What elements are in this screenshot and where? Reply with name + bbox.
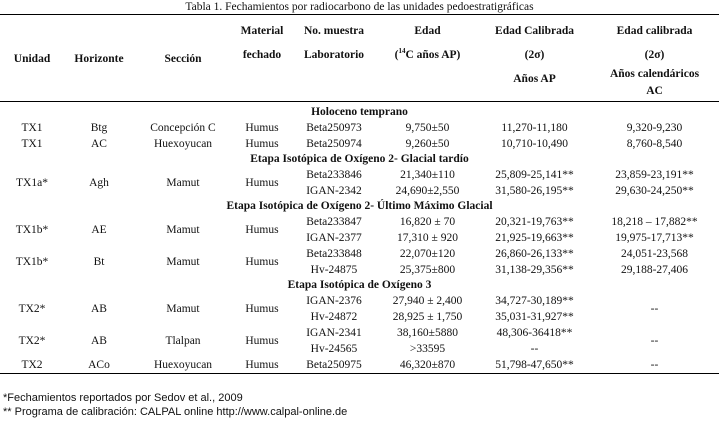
section-row xyxy=(0,152,719,167)
muestra-line-2: Laboratorio xyxy=(303,49,365,61)
cell-muestra: IGAN-2342 xyxy=(306,185,362,197)
calib-line-1: Edad Calibrada xyxy=(495,25,574,37)
cell-material: Humus xyxy=(245,256,279,268)
cell-unidad: TX2 xyxy=(0,357,64,374)
cell-calib: 21,925-19,663** xyxy=(495,232,574,244)
cell-calib: 26,860-26,133** xyxy=(495,248,574,260)
table-caption: Tabla 1. Fechamientos por radiocarbono de las unidades pedoestratigráficas xyxy=(185,1,534,13)
cell-unidad: TX2* xyxy=(18,335,46,347)
cell-muestra: Beta233846 xyxy=(306,169,362,181)
section-title: Etapa Isotópica de Oxígeno 2- Último Máximo Glacial xyxy=(226,200,493,212)
cell-horizonte: Bt xyxy=(93,256,105,268)
cell-material: Humus xyxy=(245,224,279,236)
footnote-calibration: ** Programa de calibración: CALPAL online http://www.calpal-online.de xyxy=(3,406,348,418)
cell-material: Humus xyxy=(245,303,279,315)
cell-calib: 31,580-26,195** xyxy=(495,185,574,197)
cell-material: Humus xyxy=(245,122,279,134)
cell-edad: >33595 xyxy=(409,343,446,355)
cell-edad: 27,940 ± 2,400 xyxy=(392,295,463,307)
header-row xyxy=(0,15,719,102)
calib-line-2: (2σ) xyxy=(524,49,545,61)
col-header-calib xyxy=(479,15,590,102)
edad-line-2 xyxy=(376,47,479,64)
col-header-calib-ac xyxy=(590,15,719,102)
cell-seccion: Huexoyucan xyxy=(153,138,213,150)
muestra-line-1: No. muestra xyxy=(303,25,365,37)
cell-edad: 22,070±120 xyxy=(399,248,456,260)
cell-calib-ac: -- xyxy=(650,335,659,347)
col-header-seccion: Sección xyxy=(164,52,202,65)
cell-edad: 24,690±2,550 xyxy=(395,185,460,197)
edad-superscript: 14 xyxy=(398,47,406,56)
cell-calib: 31,138-29,356** xyxy=(495,264,574,276)
cell-calib-ac: -- xyxy=(590,357,719,374)
section-title: Etapa Isotópica de Oxígeno 2- Glacial tardío xyxy=(250,153,469,165)
cell-edad: 46,320±870 xyxy=(376,357,479,374)
cell-calib: 35,031-31,927** xyxy=(495,311,574,323)
cell-seccion: Mamut xyxy=(166,177,200,189)
cell-muestra: Beta250974 xyxy=(306,138,362,150)
cell-unidad: TX1b* xyxy=(15,224,49,236)
table-row xyxy=(0,357,719,374)
cell-calib-ac: 8,760-8,540 xyxy=(626,138,683,150)
cell-muestra: IGAN-2376 xyxy=(306,295,362,307)
section-title: Holoceno temprano xyxy=(311,106,408,118)
cell-seccion: Mamut xyxy=(166,303,200,315)
table-row xyxy=(0,136,719,152)
radiocarbon-table xyxy=(0,14,719,374)
cell-seccion: Huexoyucan xyxy=(134,357,232,374)
cell-seccion: Mamut xyxy=(166,256,200,268)
cell-unidad: TX1a* xyxy=(16,177,48,189)
section-row xyxy=(0,278,719,293)
cell-material: Humus xyxy=(245,335,279,347)
cell-calib: 25,809-25,141** xyxy=(495,169,574,181)
cell-calib: -- xyxy=(530,343,539,355)
cell-muestra: Hv-24565 xyxy=(310,343,358,355)
cell-seccion: Tlalpan xyxy=(165,335,201,347)
cell-edad: 38,160±5880 xyxy=(397,327,458,339)
cell-muestra: IGAN-2377 xyxy=(306,232,362,244)
cell-calib-ac: 24,051-23,568 xyxy=(620,248,689,260)
cell-muestra: Beta250975 xyxy=(292,357,376,374)
col-header-muestra xyxy=(292,15,376,102)
cell-calib: 48,306-36418** xyxy=(496,327,573,339)
cell-calib: 20,321-19,763** xyxy=(495,216,574,228)
section-row xyxy=(0,102,719,121)
cell-calib-ac: 23,859-23,191** xyxy=(615,169,694,181)
calib-ac-line-4: AC xyxy=(646,85,663,97)
cell-horizonte: AB xyxy=(91,335,107,347)
cell-horizonte: AB xyxy=(91,303,107,315)
cell-material: Humus xyxy=(232,357,292,374)
cell-unidad: TX1 xyxy=(21,138,43,150)
cell-calib-ac: 9,320-9,230 xyxy=(626,122,683,134)
cell-seccion: Concepción C xyxy=(150,122,216,134)
cell-calib: 34,727-30,189** xyxy=(495,295,574,307)
edad-paren: ( xyxy=(394,49,399,61)
calib-ac-line-2: (2σ) xyxy=(644,49,665,61)
cell-muestra: Beta233847 xyxy=(306,216,362,228)
cell-edad: 21,340±110 xyxy=(400,169,455,181)
table-row xyxy=(0,120,719,136)
cell-horizonte: AE xyxy=(91,224,107,236)
cell-horizonte: AC xyxy=(91,138,107,150)
cell-edad: 17,310 ± 920 xyxy=(397,232,458,244)
col-header-material xyxy=(232,15,292,102)
calib-line-3: Años AP xyxy=(513,73,556,85)
edad-line-1: Edad xyxy=(414,25,441,37)
table-row xyxy=(0,167,719,183)
cell-edad: 9,750±50 xyxy=(405,122,450,134)
cell-calib-ac: 19,975-17,713** xyxy=(615,232,694,244)
cell-edad: 25,375±800 xyxy=(399,264,456,276)
cell-calib: 51,798-47,650** xyxy=(479,357,590,374)
table-row xyxy=(0,246,719,262)
cell-calib-ac: 29,188-27,406 xyxy=(620,264,689,276)
cell-calib: 10,710-10,490 xyxy=(500,138,569,150)
cell-calib-ac: -- xyxy=(650,303,659,315)
section-title: Etapa Isotópica de Oxígeno 3 xyxy=(287,279,432,291)
calib-ac-line-1: Edad calibrada xyxy=(616,25,693,37)
calib-ac-line-3: Años calendáricos xyxy=(609,68,700,80)
cell-muestra: Beta233848 xyxy=(306,248,362,260)
table-row xyxy=(0,214,719,230)
cell-material: Humus xyxy=(245,177,279,189)
cell-horizonte: ACo xyxy=(64,357,134,374)
cell-calib: 11,270-11,180 xyxy=(501,122,568,134)
cell-unidad: TX1b* xyxy=(15,256,49,268)
cell-edad: 16,820 ± 70 xyxy=(399,216,456,228)
cell-calib-ac: 29,630-24,250** xyxy=(615,185,694,197)
col-header-horizonte: Horizonte xyxy=(74,52,124,65)
table-row xyxy=(0,293,719,309)
col-header-edad xyxy=(376,15,479,102)
cell-muestra: Hv-24872 xyxy=(310,311,358,323)
cell-muestra: Beta250973 xyxy=(306,122,362,134)
cell-muestra: Hv-24875 xyxy=(310,264,358,276)
cell-unidad: TX1 xyxy=(21,122,43,134)
cell-muestra: IGAN-2341 xyxy=(306,327,362,339)
material-line-1: Material xyxy=(240,25,284,37)
cell-seccion: Mamut xyxy=(166,224,200,236)
cell-material: Humus xyxy=(245,138,279,150)
cell-unidad: TX2* xyxy=(18,303,46,315)
cell-calib-ac: 18,218 – 17,882** xyxy=(611,216,698,228)
cell-horizonte: Agh xyxy=(89,177,109,189)
cell-edad: 28,925 ± 1,750 xyxy=(392,311,463,323)
col-header-unidad: Unidad xyxy=(13,52,51,65)
cell-horizonte: Btg xyxy=(90,122,108,134)
edad-unit: C años AP) xyxy=(405,49,461,61)
footnote-sources: *Fechamientos reportados por Sedov et al., 2009 xyxy=(3,392,243,404)
material-line-2: fechado xyxy=(242,49,282,61)
section-row xyxy=(0,199,719,214)
table-row xyxy=(0,325,719,341)
cell-edad: 9,260±50 xyxy=(405,138,450,150)
